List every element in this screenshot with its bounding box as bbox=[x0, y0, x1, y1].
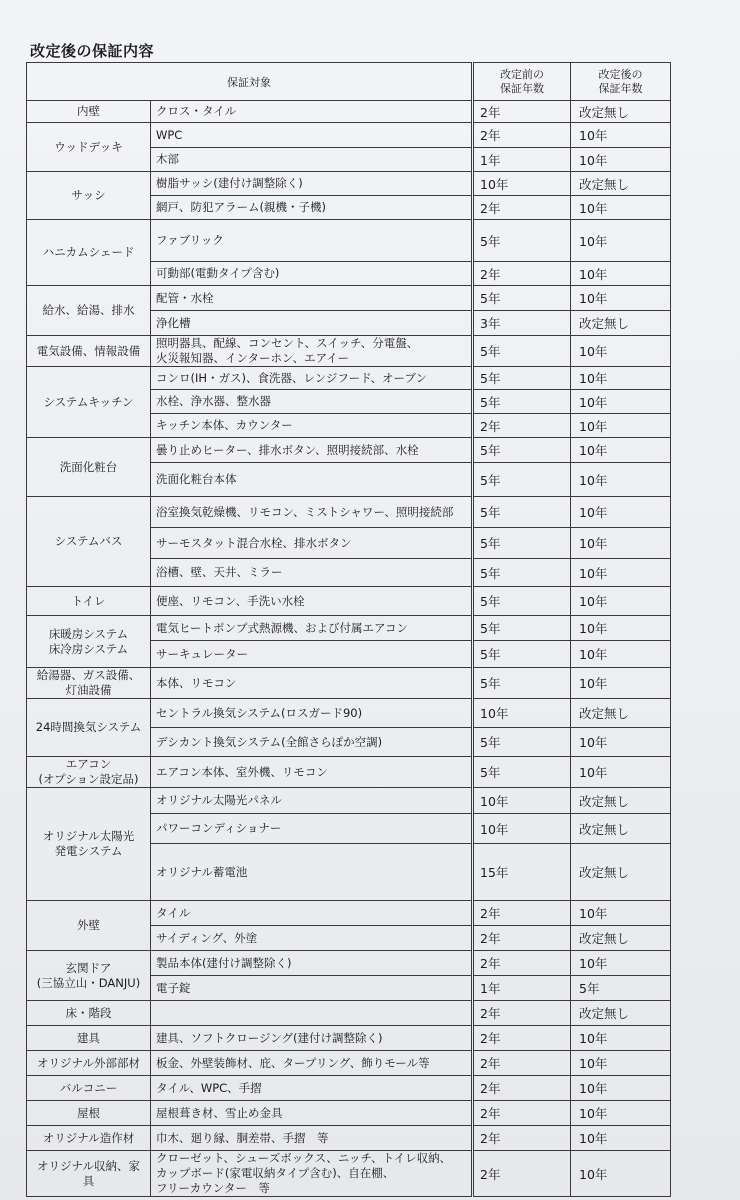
item-cell bbox=[151, 336, 473, 367]
after-years-cell: 10年 bbox=[571, 1051, 671, 1076]
item-cell bbox=[151, 951, 473, 976]
table-row bbox=[27, 668, 671, 699]
before-years-cell: 10年 bbox=[473, 699, 571, 728]
after-years-cell: 10年 bbox=[571, 148, 671, 172]
before-years-cell: 5年 bbox=[473, 336, 571, 367]
item-cell bbox=[151, 196, 473, 220]
before-years-cell: 2年 bbox=[473, 1051, 571, 1076]
after-years-cell: 10年 bbox=[571, 367, 671, 390]
category-cell bbox=[27, 901, 151, 951]
category-cell bbox=[27, 367, 151, 438]
category-cell bbox=[27, 438, 151, 497]
header-before bbox=[473, 63, 571, 101]
before-years-cell: 2年 bbox=[473, 123, 571, 148]
category-label: ハニカムシェード bbox=[42, 245, 135, 259]
item-cell bbox=[151, 1076, 473, 1101]
after-years-cell: 改定無し bbox=[571, 311, 671, 336]
item-cell bbox=[151, 1001, 473, 1026]
category-label: オリジナル収納、家具 bbox=[37, 1158, 140, 1188]
item-label: 建具、ソフトクロージング(建付け調整除く) bbox=[156, 1030, 383, 1045]
item-cell bbox=[151, 220, 473, 262]
after-years-cell: 改定無し bbox=[571, 101, 671, 123]
category-label: オリジナル造作材 bbox=[42, 1130, 135, 1145]
item-cell bbox=[151, 172, 473, 196]
after-years-cell: 10年 bbox=[571, 1151, 671, 1197]
table-row bbox=[27, 788, 671, 814]
item-label: デシカント換気システム(全館さらぽか空調) bbox=[156, 734, 383, 749]
before-years-cell: 5年 bbox=[473, 286, 571, 311]
after-years-cell: 10年 bbox=[571, 641, 671, 668]
item-cell bbox=[151, 1126, 473, 1151]
table-row bbox=[27, 1151, 671, 1197]
category-label: 屋根 bbox=[77, 1105, 100, 1120]
after-years-cell: 10年 bbox=[571, 1076, 671, 1101]
before-years-cell: 3年 bbox=[473, 311, 571, 336]
category-label: 床・階段 bbox=[65, 1005, 112, 1020]
after-years-cell: 10年 bbox=[571, 196, 671, 220]
after-years-cell: 10年 bbox=[571, 616, 671, 641]
before-years-cell: 10年 bbox=[473, 788, 571, 814]
before-years-cell: 2年 bbox=[473, 1026, 571, 1051]
item-label: 便座、リモコン、手洗い水栓 bbox=[156, 593, 305, 608]
item-cell bbox=[151, 262, 473, 286]
after-years-cell: 10年 bbox=[571, 286, 671, 311]
table-row bbox=[27, 1051, 671, 1076]
before-years-cell: 5年 bbox=[473, 220, 571, 262]
item-cell bbox=[151, 699, 473, 728]
category-cell bbox=[27, 336, 151, 367]
before-years-cell: 10年 bbox=[473, 814, 571, 844]
item-cell bbox=[151, 641, 473, 668]
item-cell bbox=[151, 844, 473, 901]
item-label: WPC bbox=[156, 127, 183, 142]
before-years-cell: 1年 bbox=[473, 976, 571, 1001]
category-label: オリジナル太陽光 発電システム bbox=[42, 829, 135, 858]
before-years-cell: 1年 bbox=[473, 148, 571, 172]
category-label: システムバス bbox=[54, 534, 123, 548]
item-label: サイディング、外塗 bbox=[156, 930, 258, 945]
item-label: 樹脂サッシ(建付け調整除く) bbox=[156, 176, 303, 190]
header-target: 保証対象 bbox=[27, 63, 473, 101]
after-years-cell: 10年 bbox=[571, 668, 671, 699]
category-label: 電気設備、情報設備 bbox=[36, 343, 141, 358]
item-label: エアコン本体、室外機、リモコン bbox=[156, 764, 328, 779]
item-label: セントラル換気システム(ロスガード90) bbox=[156, 705, 363, 720]
category-label: 給湯器、ガス設備、 灯油設備 bbox=[36, 668, 141, 697]
category-label: 給水、給湯、排水 bbox=[42, 303, 135, 317]
item-cell bbox=[151, 311, 473, 336]
item-label: タイル bbox=[156, 905, 191, 920]
item-cell bbox=[151, 616, 473, 641]
before-years-cell: 2年 bbox=[473, 414, 571, 438]
after-years-cell: 改定無し bbox=[571, 814, 671, 844]
table-row bbox=[27, 1076, 671, 1101]
header-after-text: 改定後の 保証年数 bbox=[598, 67, 643, 95]
item-cell bbox=[151, 668, 473, 699]
category-cell bbox=[27, 1076, 151, 1101]
table-row bbox=[27, 1026, 671, 1051]
before-years-cell: 5年 bbox=[473, 616, 571, 641]
item-cell bbox=[151, 559, 473, 587]
item-label: 洗面化粧台本体 bbox=[156, 472, 237, 486]
after-years-cell: 10年 bbox=[571, 438, 671, 463]
after-years-cell: 10年 bbox=[571, 1026, 671, 1051]
after-years-cell: 10年 bbox=[571, 528, 671, 559]
table-body bbox=[27, 101, 671, 1197]
category-label: 24時間換気システム bbox=[35, 720, 142, 734]
category-cell bbox=[27, 123, 151, 172]
item-label: 配管・水栓 bbox=[156, 290, 214, 305]
item-cell bbox=[151, 976, 473, 1001]
before-years-cell: 5年 bbox=[473, 463, 571, 497]
before-years-cell: 2年 bbox=[473, 901, 571, 926]
item-label: 木部 bbox=[156, 152, 179, 166]
table-row bbox=[27, 1101, 671, 1126]
table-row bbox=[27, 901, 671, 926]
after-years-cell: 改定無し bbox=[571, 699, 671, 728]
before-years-cell: 5年 bbox=[473, 497, 571, 528]
category-label: ウッドデッキ bbox=[54, 139, 123, 154]
after-years-cell: 10年 bbox=[571, 901, 671, 926]
item-label: 照明器具、配線、コンセント、スイッチ、分電盤、 火災報知器、インターホン、エアイー bbox=[156, 336, 419, 365]
category-label: 玄関ドア (三協立山・DANJU) bbox=[36, 960, 141, 990]
after-years-cell: 10年 bbox=[571, 951, 671, 976]
table-row bbox=[27, 438, 671, 463]
table-row bbox=[27, 367, 671, 390]
table-row bbox=[27, 336, 671, 367]
item-cell bbox=[151, 814, 473, 844]
item-label: 電子錠 bbox=[156, 980, 191, 995]
category-label: 床暖房システム 床冷房システム bbox=[48, 626, 129, 656]
header-after bbox=[571, 63, 671, 101]
item-label: 浴室換気乾燥機、リモコン、ミストシャワー、照明接続部 bbox=[156, 504, 454, 519]
after-years-cell: 改定無し bbox=[571, 844, 671, 901]
category-cell bbox=[27, 699, 151, 757]
header-before-text: 改定前の 保証年数 bbox=[500, 67, 544, 95]
table-row bbox=[27, 286, 671, 311]
item-label: 本体、リモコン bbox=[156, 675, 237, 690]
before-years-cell: 5年 bbox=[473, 668, 571, 699]
after-years-cell: 10年 bbox=[571, 1126, 671, 1151]
after-years-cell: 10年 bbox=[571, 497, 671, 528]
item-label: コンロ(IH・ガス)、食洗器、レンジフード、オーブン bbox=[156, 370, 428, 385]
item-label: オリジナル太陽光パネル bbox=[156, 793, 282, 807]
before-years-cell: 2年 bbox=[473, 926, 571, 951]
item-cell bbox=[151, 438, 473, 463]
after-years-cell: 10年 bbox=[571, 336, 671, 367]
category-cell bbox=[27, 497, 151, 587]
before-years-cell: 5年 bbox=[473, 559, 571, 587]
item-cell bbox=[151, 1101, 473, 1126]
item-cell bbox=[151, 1151, 473, 1197]
item-cell bbox=[151, 757, 473, 788]
item-label: オリジナル蓄電池 bbox=[156, 864, 248, 879]
before-years-cell: 5年 bbox=[473, 641, 571, 668]
item-label: タイル、WPC、手摺 bbox=[156, 1080, 262, 1095]
before-years-cell: 5年 bbox=[473, 728, 571, 757]
category-cell bbox=[27, 757, 151, 788]
table-row bbox=[27, 1001, 671, 1026]
category-cell bbox=[27, 1026, 151, 1051]
item-cell bbox=[151, 367, 473, 390]
category-cell bbox=[27, 1051, 151, 1076]
item-label: パワーコンディショナー bbox=[156, 821, 282, 835]
item-cell bbox=[151, 286, 473, 311]
category-cell bbox=[27, 788, 151, 901]
category-cell bbox=[27, 172, 151, 220]
category-label: サッシ bbox=[71, 188, 106, 202]
after-years-cell: 10年 bbox=[571, 463, 671, 497]
item-label: 浄化槽 bbox=[156, 315, 191, 330]
item-cell bbox=[151, 528, 473, 559]
before-years-cell: 5年 bbox=[473, 367, 571, 390]
before-years-cell: 5年 bbox=[473, 438, 571, 463]
table-header-row bbox=[27, 63, 671, 101]
after-years-cell: 10年 bbox=[571, 262, 671, 286]
before-years-cell: 2年 bbox=[473, 951, 571, 976]
category-cell bbox=[27, 668, 151, 699]
table-row bbox=[27, 951, 671, 976]
item-cell bbox=[151, 463, 473, 497]
category-cell bbox=[27, 1101, 151, 1126]
page-title: 改定後の保証内容 bbox=[30, 42, 155, 60]
after-years-cell: 10年 bbox=[571, 123, 671, 148]
after-years-cell: 10年 bbox=[571, 220, 671, 262]
item-cell bbox=[151, 926, 473, 951]
item-cell bbox=[151, 788, 473, 814]
item-label: クロス・タイル bbox=[156, 104, 237, 118]
before-years-cell: 5年 bbox=[473, 587, 571, 616]
before-years-cell: 2年 bbox=[473, 1126, 571, 1151]
item-label: サーモスタット混合水栓、排水ボタン bbox=[156, 535, 352, 550]
item-label: 浴槽、壁、天井、ミラー bbox=[156, 565, 283, 579]
before-years-cell: 2年 bbox=[473, 1151, 571, 1197]
item-label: 製品本体(建付け調整除く) bbox=[156, 955, 292, 970]
category-cell bbox=[27, 286, 151, 336]
item-label: ファブリック bbox=[156, 233, 224, 247]
item-label: 可動部(電動タイプ含む) bbox=[156, 266, 280, 280]
item-label: 曇り止めヒーター、排水ボタン、照明接続部、水栓 bbox=[156, 442, 419, 457]
category-cell bbox=[27, 951, 151, 1001]
after-years-cell: 10年 bbox=[571, 559, 671, 587]
category-cell bbox=[27, 1001, 151, 1026]
after-years-cell: 10年 bbox=[571, 587, 671, 616]
item-cell bbox=[151, 497, 473, 528]
before-years-cell: 2年 bbox=[473, 262, 571, 286]
item-cell bbox=[151, 1026, 473, 1051]
after-years-cell: 10年 bbox=[571, 1101, 671, 1126]
item-cell bbox=[151, 101, 473, 123]
item-cell bbox=[151, 1051, 473, 1076]
after-years-cell: 改定無し bbox=[571, 788, 671, 814]
table-row bbox=[27, 757, 671, 788]
category-cell bbox=[27, 587, 151, 616]
before-years-cell: 10年 bbox=[473, 172, 571, 196]
table-row bbox=[27, 587, 671, 616]
item-label: 板金、外壁装飾材、庇、タープリング、飾りモール等 bbox=[156, 1055, 430, 1070]
category-label: トイレ bbox=[71, 593, 106, 608]
table-row bbox=[27, 497, 671, 528]
item-label: キッチン本体、カウンター bbox=[156, 418, 293, 432]
item-cell bbox=[151, 123, 473, 148]
category-label: オリジナル外部部材 bbox=[37, 1055, 140, 1070]
category-cell bbox=[27, 1151, 151, 1197]
item-label: 屋根葺き材、雪止め金具 bbox=[156, 1105, 283, 1120]
before-years-cell: 2年 bbox=[473, 196, 571, 220]
item-label: 電気ヒートポンプ式熱源機、および付属エアコン bbox=[156, 620, 408, 635]
table-row bbox=[27, 101, 671, 123]
category-label: 外壁 bbox=[77, 918, 100, 932]
item-cell bbox=[151, 728, 473, 757]
item-cell bbox=[151, 901, 473, 926]
item-cell bbox=[151, 390, 473, 414]
before-years-cell: 2年 bbox=[473, 1001, 571, 1026]
after-years-cell: 10年 bbox=[571, 757, 671, 788]
after-years-cell: 10年 bbox=[571, 390, 671, 414]
after-years-cell: 改定無し bbox=[571, 926, 671, 951]
category-cell bbox=[27, 1126, 151, 1151]
item-label: 巾木、廻り縁、胴差帯、手摺 等 bbox=[156, 1130, 329, 1145]
after-years-cell: 改定無し bbox=[571, 172, 671, 196]
warranty-table bbox=[26, 62, 671, 1197]
category-label: バルコニー bbox=[59, 1080, 118, 1095]
category-label: エアコン (オプション設定品) bbox=[38, 757, 139, 786]
before-years-cell: 5年 bbox=[473, 757, 571, 788]
item-label: 網戸、防犯アラーム(親機・子機) bbox=[156, 200, 326, 214]
table-row bbox=[27, 699, 671, 728]
category-label: 建具 bbox=[77, 1030, 100, 1045]
item-label: 水栓、浄水器、整水器 bbox=[156, 394, 271, 408]
item-cell bbox=[151, 148, 473, 172]
category-cell bbox=[27, 616, 151, 668]
table-row bbox=[27, 616, 671, 641]
before-years-cell: 2年 bbox=[473, 1101, 571, 1126]
category-label: 内壁 bbox=[77, 104, 100, 118]
category-cell bbox=[27, 101, 151, 123]
category-label: システムキッチン bbox=[43, 394, 134, 409]
after-years-cell: 改定無し bbox=[571, 1001, 671, 1026]
after-years-cell: 10年 bbox=[571, 728, 671, 757]
before-years-cell: 2年 bbox=[473, 1076, 571, 1101]
after-years-cell: 5年 bbox=[571, 976, 671, 1001]
category-cell bbox=[27, 220, 151, 286]
after-years-cell: 10年 bbox=[571, 414, 671, 438]
table-row bbox=[27, 220, 671, 262]
table-row bbox=[27, 123, 671, 148]
before-years-cell: 5年 bbox=[473, 528, 571, 559]
item-cell bbox=[151, 587, 473, 616]
table-row bbox=[27, 1126, 671, 1151]
before-years-cell: 15年 bbox=[473, 844, 571, 901]
item-cell bbox=[151, 414, 473, 438]
table-row bbox=[27, 172, 671, 196]
before-years-cell: 5年 bbox=[473, 390, 571, 414]
category-label: 洗面化粧台 bbox=[59, 459, 118, 474]
item-label: サーキュレーター bbox=[156, 646, 248, 661]
before-years-cell: 2年 bbox=[473, 101, 571, 123]
item-label: クローゼット、シューズボックス、ニッチ、トイレ収納、 カップボード(家電収納タイプ含む)、自在棚、 フリーカウンター 等 bbox=[156, 1151, 452, 1195]
